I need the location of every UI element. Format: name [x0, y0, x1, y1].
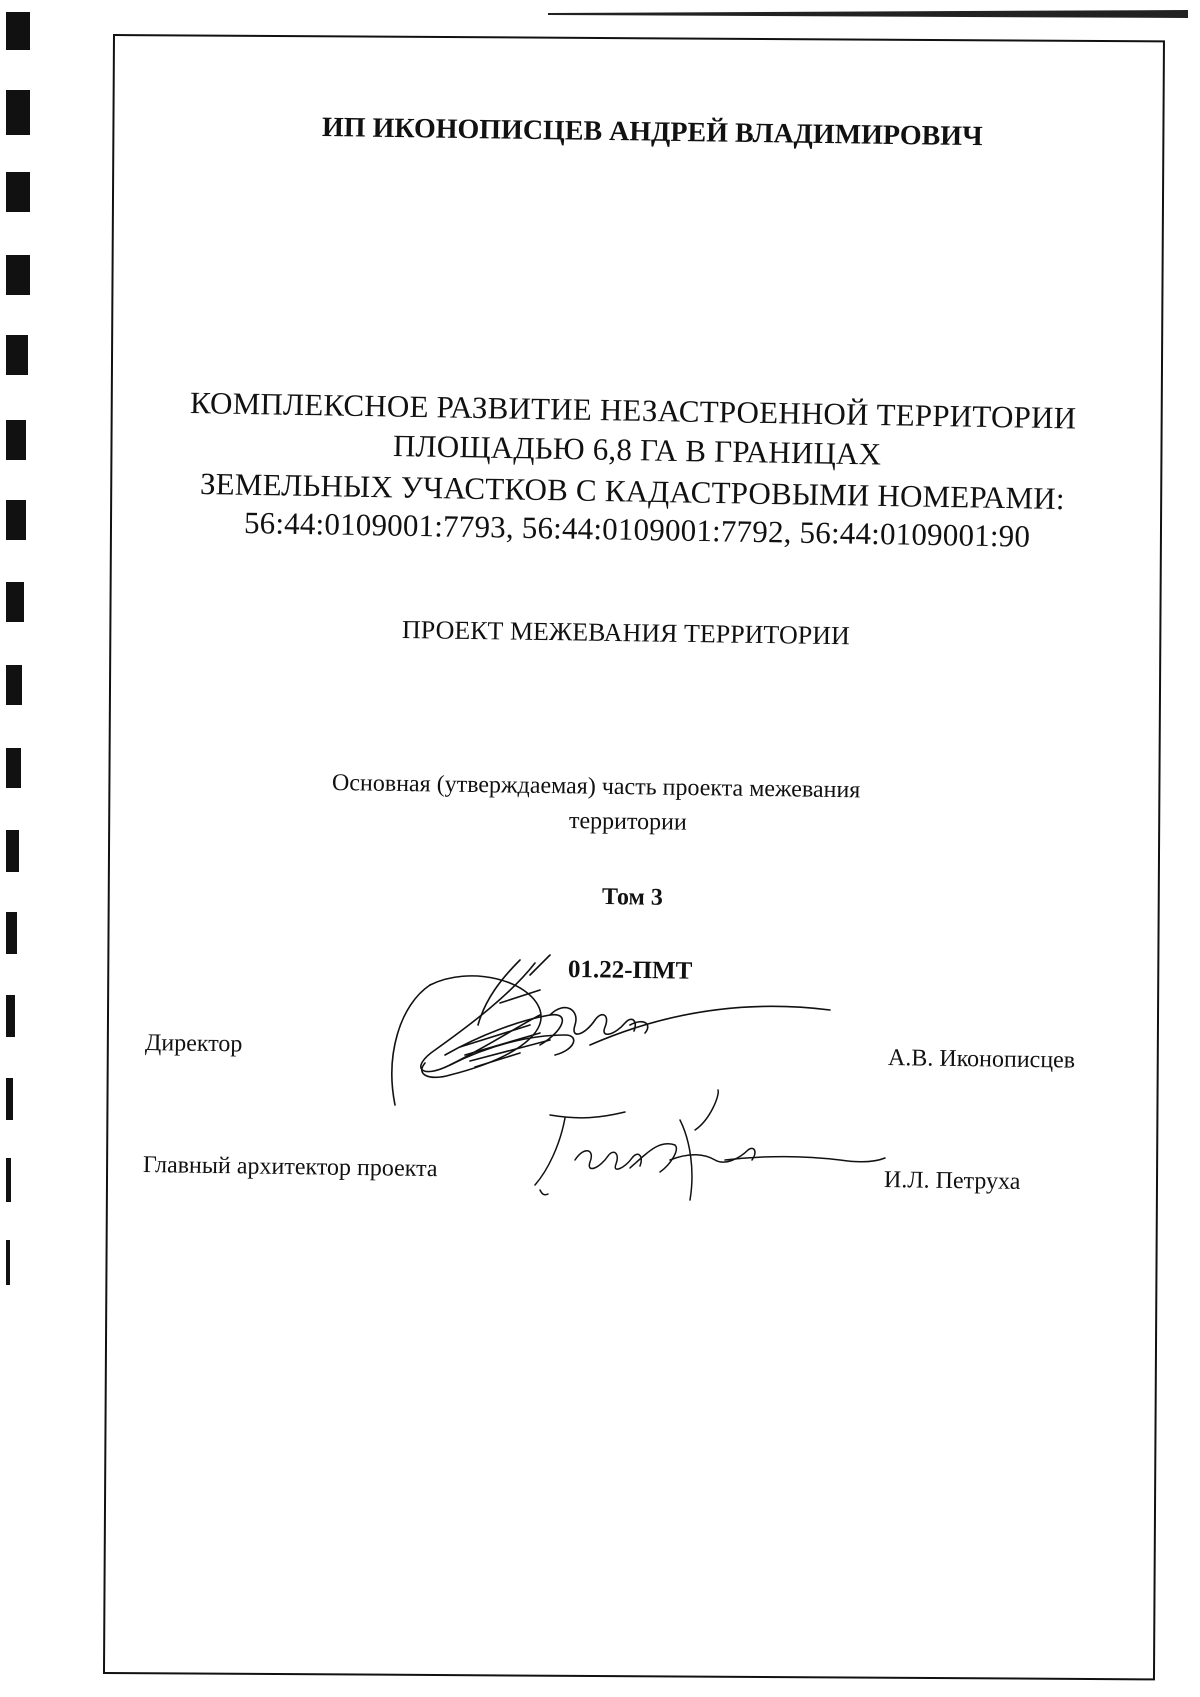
- architect-role: Главный архитектор проекта: [142, 1152, 438, 1183]
- binding-hole: [6, 1240, 10, 1285]
- part-description-line-2: территории: [568, 808, 688, 836]
- title-line-1: КОМПЛЕКСНОЕ РАЗВИТИЕ НЕЗАСТРОЕННОЙ ТЕРРИТОРИИ: [189, 385, 1077, 436]
- director-name: А.В. Иконописцев: [887, 1045, 1076, 1074]
- title-line-2: ПЛОЩАДЬЮ 6,8 ГА В ГРАНИЦАХ: [392, 428, 882, 472]
- binding-hole: [6, 12, 30, 50]
- architect-name: И.Л. Петруха: [883, 1167, 1021, 1195]
- binding-hole: [6, 255, 30, 295]
- binding-hole: [6, 830, 19, 872]
- project-name: ПРОЕКТ МЕЖЕВАНИЯ ТЕРРИТОРИИ: [401, 615, 850, 651]
- binding-hole: [6, 172, 30, 212]
- binding-hole: [6, 748, 21, 788]
- architect-signature: [530, 1090, 910, 1210]
- binding-hole: [6, 912, 17, 954]
- binding-hole: [6, 582, 24, 622]
- binding-hole: [6, 995, 15, 1037]
- binding-hole: [6, 1158, 11, 1202]
- director-role: Директор: [144, 1030, 243, 1058]
- binding-strip: [0, 0, 40, 1697]
- binding-hole: [6, 500, 26, 540]
- title-line-3: ЗЕМЕЛЬНЫХ УЧАСТКОВ С КАДАСТРОВЫМИ НОМЕРАМИ:: [199, 466, 1066, 517]
- binding-hole: [6, 1078, 13, 1120]
- page-frame: [103, 34, 1165, 1680]
- title-line-4: 56:44:0109001:7793, 56:44:0109001:7792, 56:44:0109001:90: [243, 505, 1031, 554]
- binding-hole: [6, 335, 28, 375]
- volume-number: Том 3: [601, 884, 664, 911]
- binding-hole: [6, 90, 30, 135]
- part-description-line-1: Основная (утверждаемая) часть проекта межевания: [331, 770, 861, 804]
- binding-hole: [6, 665, 22, 705]
- binding-hole: [6, 420, 26, 460]
- company-name: ИП ИКОНОПИСЦЕВ АНДРЕЙ ВЛАДИМИРОВИЧ: [321, 112, 983, 153]
- scan-edge-line: [548, 10, 1188, 18]
- document-code: 01.22-ПМТ: [567, 956, 693, 985]
